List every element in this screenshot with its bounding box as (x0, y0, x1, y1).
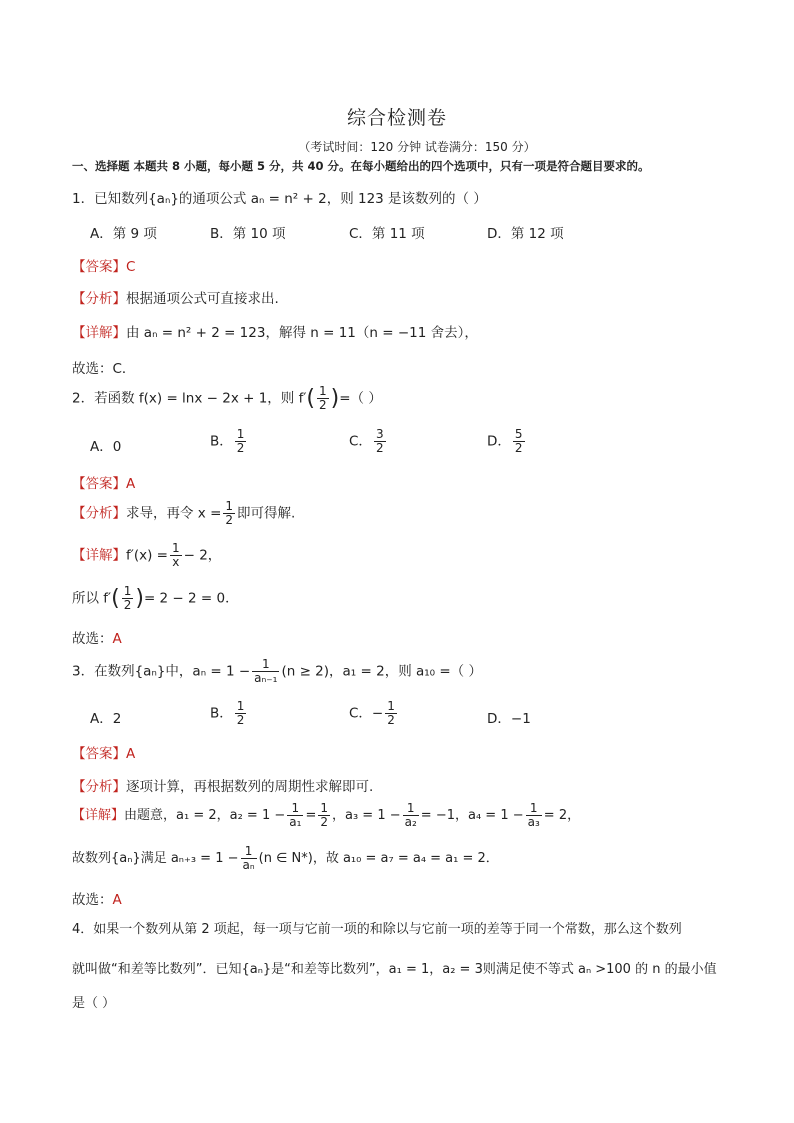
denominator: 2 (320, 815, 328, 829)
q2-option-d (487, 428, 527, 455)
numerator: 1 (171, 541, 180, 555)
numerator: 1 (241, 845, 257, 859)
numerator: 1 (387, 699, 395, 713)
question-2-stem: 2．若函数 f(x) = lnx − 2x + 1，则 f′( $\frac{1}{2}$ )=（ ） (72, 384, 382, 412)
option-label: B． (210, 705, 233, 722)
page-title: 综合检测卷 (346, 107, 447, 129)
detail-tail: − 2， (183, 547, 222, 564)
detail-text: 故数列{aₙ}满足 aₙ₊₃ = 1 − (72, 851, 239, 866)
q1-analysis (72, 287, 279, 307)
q3-conclusion: 故选：A (72, 892, 122, 908)
detail-text: = 2， (543, 808, 581, 823)
denominator: 2 (225, 513, 234, 527)
detail-tag: 【详解】 (72, 808, 125, 823)
q2-analysis (72, 500, 295, 527)
q2-option-c (349, 428, 388, 455)
numerator: 1 (526, 802, 542, 816)
so-tail: = 2 − 2 = 0． (143, 590, 239, 607)
stem-tail: (n ≥ 2)，a₁ = 2，则 a₁₀ =（ ） (281, 663, 482, 680)
answer-value: A (126, 476, 136, 492)
numerator: 1 (236, 699, 245, 713)
analysis-text: 求导，再令 x = (126, 505, 222, 522)
option-label: C．− (349, 705, 384, 722)
section-heading: 一、选择题 本题共 8 小题，每小题 5 分，共 40 分。在每小题给出的四个选项中，只有一项是符合题目要求的。 (72, 159, 650, 173)
question-4-line-2: 就叫做“和差等比数列”．已知{aₙ}是“和差等比数列”，a₁ = 1，a₂ = 3则满足使不等式 aₙ >100 的 n 的最小值 (72, 962, 717, 977)
answer-value: C (126, 259, 136, 275)
option-label: C． (349, 433, 372, 450)
question-4-line-3: 是（ ） (72, 996, 116, 1011)
denominator: x (172, 555, 180, 569)
denominator: 2 (387, 713, 395, 727)
stem-tail: =（ ） (339, 390, 382, 407)
detail-tag: 【详解】 (72, 325, 126, 341)
numerator: 1 (287, 802, 303, 816)
denominator: 2 (236, 441, 245, 455)
analysis-tag: 【分析】 (72, 779, 126, 795)
q2-answer (72, 472, 135, 492)
denominator: 2 (375, 441, 384, 455)
conclusion-value: A (112, 631, 122, 647)
conclusion-value: A (112, 892, 122, 908)
q3-answer (72, 742, 135, 762)
denominator: a₃ (527, 815, 540, 829)
denominator: aₙ (242, 858, 255, 872)
denominator: 2 (319, 398, 327, 412)
denominator: 2 (123, 598, 132, 612)
numerator: 5 (514, 427, 523, 441)
q1-answer (72, 255, 135, 275)
so-text: 所以 f′ (72, 590, 112, 607)
q3-detail-2 (72, 845, 499, 872)
stem-fraction (317, 385, 329, 412)
q1-option-b: B．第 10 项 (210, 226, 286, 242)
detail-tail: (n ∈ N*)，故 a₁₀ = a₇ = a₄ = a₁ = 2． (258, 851, 499, 866)
option-label: D． (487, 433, 511, 450)
analysis-text: 根据通项公式可直接求出. (126, 291, 279, 307)
numerator: 3 (375, 427, 384, 441)
q2-option-a: A．0 (90, 439, 122, 455)
detail-text: f′(x) = (126, 547, 168, 564)
denominator: 2 (236, 713, 245, 727)
analysis-tail: 即可得解. (237, 505, 296, 522)
q3-option-a: A．2 (90, 711, 122, 727)
q2-so: 所以 f′( $\frac{1}{2}$ )= 2 − 2 = 0． (72, 584, 239, 612)
q1-option-a: A．第 9 项 (90, 226, 157, 242)
detail-text: = (305, 808, 317, 823)
detail-tag: 【详解】 (72, 547, 126, 564)
numerator: 1 (319, 384, 327, 398)
detail-text: 由 aₙ = n² + 2 = 123，解得 n = 11（n = −11 舍去）， (126, 325, 478, 341)
q1-detail (72, 321, 478, 341)
answer-tag: 【答案】 (72, 476, 126, 492)
answer-tag: 【答案】 (72, 746, 126, 762)
stem-text: 3．在数列{aₙ}中，aₙ = 1 − (72, 663, 251, 680)
answer-value: A (126, 746, 136, 762)
question-3-stem (72, 658, 482, 685)
numerator: 1 (320, 801, 328, 815)
q3-option-b (210, 700, 248, 727)
answer-tag: 【答案】 (72, 259, 126, 275)
detail-text: ，a₃ = 1 − (331, 808, 401, 823)
numerator: 1 (236, 427, 245, 441)
numerator: 1 (252, 658, 279, 672)
analysis-tag: 【分析】 (72, 505, 126, 522)
analysis-text: 逐项计算，再根据数列的周期性求解即可. (126, 779, 374, 795)
numerator: 1 (403, 802, 419, 816)
stem-text: 2．若函数 f(x) = lnx − 2x + 1，则 f′ (72, 390, 307, 407)
q2-option-b (210, 428, 248, 455)
q1-option-d: D．第 12 项 (487, 226, 564, 242)
denominator: a₂ (404, 815, 417, 829)
denominator: aₙ₋₁ (254, 671, 278, 685)
numerator: 1 (225, 499, 234, 513)
question-1-stem: 1．已知数列{aₙ}的通项公式 aₙ = n² + 2，则 123 是该数列的（ ） (72, 191, 487, 207)
question-4-line-1: 4．如果一个数列从第 2 项起，每一项与它前一项的和除以与它前一项的差等于同一个常数，那么这个数列 (72, 922, 682, 937)
option-label: B． (210, 433, 233, 450)
q3-detail (72, 802, 580, 829)
analysis-tag: 【分析】 (72, 291, 126, 307)
detail-text: = −1，a₄ = 1 − (420, 808, 524, 823)
detail-text: 由题意，a₁ = 2，a₂ = 1 − (124, 808, 286, 823)
q1-option-c: C．第 11 项 (349, 226, 425, 242)
q2-detail (72, 542, 221, 569)
q3-option-c (349, 700, 399, 727)
denominator: 2 (514, 441, 523, 455)
numerator: 1 (123, 584, 132, 598)
denominator: a₁ (289, 815, 302, 829)
q2-conclusion: 故选：A (72, 631, 122, 647)
q1-conclusion: 故选：C． (72, 361, 136, 377)
q3-option-d: D．−1 (487, 711, 531, 727)
exam-info: （考试时间：120 分钟 试卷满分：150 分） (298, 140, 536, 154)
q3-analysis (72, 775, 373, 795)
